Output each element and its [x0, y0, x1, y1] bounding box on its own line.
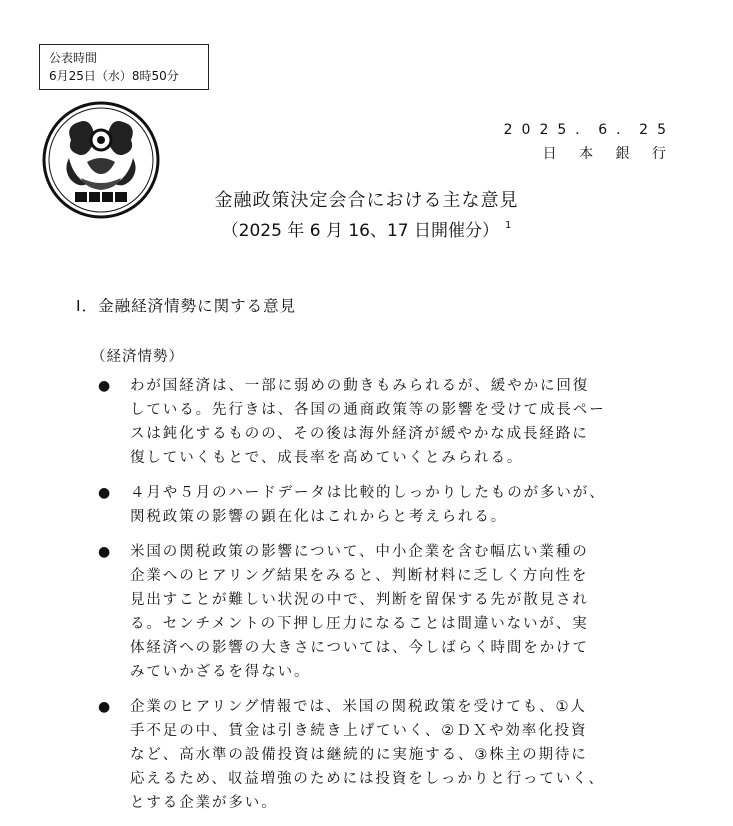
- release-time-box: [39, 44, 209, 90]
- document-title: 金融政策決定会合における主な意見: [214, 190, 519, 211]
- release-label: 公表時間: [49, 51, 98, 65]
- release-date: 2025．6．25: [503, 122, 675, 138]
- opinion-item: [98, 481, 708, 529]
- bullet-icon: ●: [98, 544, 111, 560]
- meeting-dates: （2025 年 6 月 16、17 日開催分）: [221, 221, 499, 241]
- bullet-icon: ●: [98, 699, 111, 715]
- opinion-text: ４月や５月のハードデータは比較的しっかりしたものが多いが、 関税政策の影響の顕在化はこれからと考えられる。: [130, 485, 606, 525]
- opinion-item: [98, 374, 708, 470]
- bullet-icon: ●: [98, 378, 111, 394]
- release-time: 6月25日（水）8時50分: [49, 69, 179, 83]
- footnote-reference: 1: [505, 220, 512, 231]
- organization-name: 日 本 銀 行: [542, 146, 675, 162]
- opinion-item: [98, 695, 708, 815]
- opinion-item: [98, 540, 708, 684]
- subsection-heading: （経済情勢）: [91, 349, 184, 365]
- date-org-block: [504, 118, 675, 166]
- opinion-text: わが国経済は、一部に弱めの動きもみられるが、緩やかに回復 している。先行きは、各国の通商政策等の影響を受けて成長ペー スは鈍化するものの、その後は海外経済が緩やかな成長経路に 復していくもとで、成長率を高めていくとみられる。: [130, 378, 606, 466]
- document-subtitle: [0, 216, 733, 241]
- opinion-list: [98, 374, 708, 826]
- opinion-text: 米国の関税政策の影響について、中小企業を含む幅広い業種の 企業へのヒアリング結果をみると、判断材料に乏しく方向性を 見出すことが難しい状況の中で、判断を留保する先が散見され る。センチメントの下押し圧力になることは間違いないが、実 体経済への影響の大きさについては、今しばらく時間をかけて みていかざるを得ない。: [130, 544, 589, 680]
- bullet-icon: ●: [98, 485, 111, 501]
- section-heading: Ⅰ．金融経済情勢に関する意見: [76, 297, 297, 315]
- opinion-text: 企業のヒアリング情報では、米国の関税政策を受けても、①人 手不足の中、賃金は引き続き上げていく、②ＤＸや効率化投資 など、高水準の設備投資は継続的に実施する、③株主の期待に 応えるため、収益増強のためには投資をしっかりと行っていく、 とする企業が多い。: [130, 699, 605, 811]
